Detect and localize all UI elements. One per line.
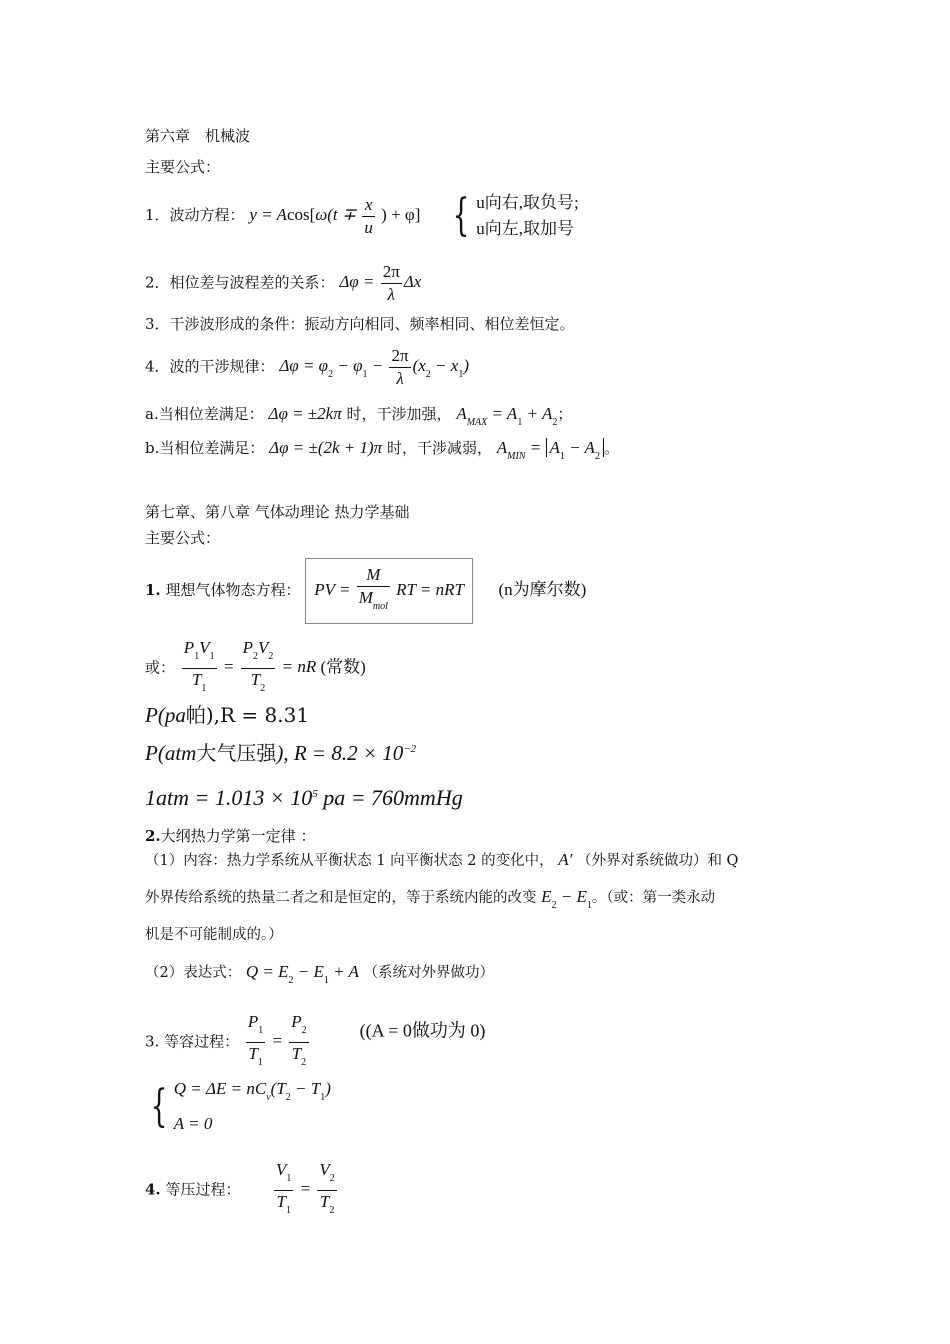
first-law-heading bbox=[145, 826, 315, 846]
isochoric-note: ((A = 0做功为 0) bbox=[359, 1020, 486, 1041]
pa-unit-text: 帕),R = 8.31 bbox=[185, 703, 310, 727]
isochoric-label: 3. 等容过程： bbox=[145, 1032, 240, 1051]
chapter78-main-formulas: 主要公式： bbox=[145, 529, 221, 547]
destructive-condition bbox=[145, 438, 619, 467]
first-law-formula: $Q = E_2 - E_1 + A$ bbox=[245, 962, 359, 986]
destructive-end: 。 bbox=[603, 439, 619, 457]
constructive-mid: 时，干涉加强， bbox=[346, 405, 452, 423]
wave-equation-line bbox=[145, 190, 579, 242]
constructive-formula: Δφ = ±2kπ bbox=[268, 404, 342, 423]
isobaric-label: 等压过程： bbox=[165, 1180, 241, 1199]
isochoric-note-text: 0做功为 0 bbox=[402, 1020, 480, 1041]
isobaric-number: 4. bbox=[145, 1180, 161, 1199]
phase-difference-line bbox=[145, 262, 421, 305]
isochoric-line bbox=[145, 1012, 485, 1073]
phase-difference-label: 2．相位差与波程差的关系： bbox=[145, 273, 335, 292]
wave-sign-cases bbox=[476, 190, 578, 242]
cases-brace-icon: { bbox=[453, 190, 470, 241]
interference-rule-label: 4．波的干涉规律： bbox=[145, 357, 275, 376]
constructive-end: ； bbox=[557, 405, 573, 423]
ideal-gas-ratio-formula: $\frac{P_1V_1}{T_1}$ = $\frac{P_2V_2}{T_2}$ = nR bbox=[180, 657, 321, 676]
first-law-expression-line bbox=[145, 962, 494, 991]
first-law-content-line2 bbox=[145, 887, 715, 916]
first-law-title: 大纲热力学第一定律 ： bbox=[160, 827, 316, 845]
constructive-label: a.当相位差满足： bbox=[145, 405, 264, 423]
content-part2a: 外界传给系统的热量二者之和是恒定的，等于系统内能的改变 bbox=[145, 890, 537, 906]
ideal-gas-alt-line bbox=[145, 638, 366, 699]
atm-unit-line: P(atm大气压强), $R = 8.2 \times 10^{-2}$ bbox=[145, 741, 417, 765]
first-law-content-line3: 机是不可能制成的。） bbox=[145, 927, 283, 943]
atm-word: 大气压强 bbox=[196, 741, 277, 765]
first-law-content-line1 bbox=[145, 850, 738, 871]
constructive-condition bbox=[145, 404, 572, 433]
ideal-gas-label: 理想气体物态方程： bbox=[165, 581, 301, 599]
atm-conversion-line: $1atm = 1.013 \times 10^5$ pa = 760mmHg bbox=[145, 785, 463, 810]
pa-unit-line: P(pa帕),R = 8.31 bbox=[145, 703, 310, 727]
isobaric-formula: $\frac{V_1}{T_1}$ = $\frac{V_2}{T_2}$ bbox=[272, 1179, 339, 1198]
phase-difference-formula: Δφ = $\frac{2\pi}{\lambda}$ Δx bbox=[339, 262, 422, 304]
destructive-formula: Δφ = ±(2k + 1)π bbox=[269, 438, 383, 457]
wave-equation-formula: y = Acos[ω(t ∓ $\frac{x}{u}$ ) + φ] bbox=[249, 194, 421, 237]
isochoric-cases-formulas: $Q = \Delta E = nC_v(T_2 - T_1)$ A = 0 bbox=[173, 1079, 331, 1133]
work-symbol: A′ bbox=[558, 850, 573, 869]
ideal-gas-number: 1. bbox=[145, 581, 161, 599]
cases-brace-icon: { bbox=[150, 1080, 168, 1132]
or-label: 或： bbox=[145, 658, 176, 677]
case-right: u向右,取负号; bbox=[476, 193, 579, 212]
destructive-mid: 时，干涉减弱， bbox=[386, 439, 492, 457]
max-amplitude-formula: $A_{MAX} = A_1 + A_2$ bbox=[456, 404, 558, 428]
content-part1a: （1）内容：热力学系统从平衡状态 1 向平衡状态 2 的变化中， bbox=[145, 853, 554, 869]
ideal-gas-note: (n为摩尔数) bbox=[498, 580, 587, 599]
chapter6-title: 第六章 机械波 bbox=[145, 127, 251, 145]
chapter6-main-formulas: 主要公式： bbox=[145, 158, 221, 176]
destructive-label: b.当相位差满足： bbox=[145, 439, 265, 457]
interference-rule-formula: $\Delta\varphi = \varphi_2 - \varphi_1$ − $\frac{2\pi}{\lambda}$ $(x_2 - x_1)$ bbox=[279, 346, 469, 388]
ideal-gas-formula-box: PV = $\frac{M}{M_{mol}}$ RT = nRT bbox=[305, 558, 473, 624]
chapter78-title: 第七章、第八章 气体动理论 热力学基础 bbox=[145, 503, 410, 521]
ideal-gas-line bbox=[145, 558, 586, 624]
energy-change-formula: $E_2 - E_1$ bbox=[541, 887, 592, 911]
min-amplitude-formula: $A_{MIN} = A_1 - A_2$ bbox=[497, 438, 604, 457]
interference-rule-line bbox=[145, 346, 469, 389]
wave-equation-label: 1．波动方程： bbox=[145, 206, 245, 224]
expression-label: （2）表达式： bbox=[145, 965, 242, 981]
isobaric-line bbox=[145, 1160, 339, 1221]
isochoric-cases bbox=[145, 1076, 331, 1137]
isochoric-formula: $\frac{P_1}{T_1}$ = $\frac{P_2}{T_2}$ bbox=[244, 1031, 315, 1050]
interference-condition: 3．干涉波形成的条件：振动方向相同、频率相同、相位差恒定。 bbox=[145, 315, 575, 333]
constant-note: (常数) bbox=[320, 657, 366, 677]
expression-note: （系统对外界做功） bbox=[363, 965, 495, 981]
content-part2b: 。（或：第一类永动 bbox=[591, 890, 716, 906]
first-law-number: 2. bbox=[145, 827, 161, 845]
case-left: u向左,取加号 bbox=[476, 219, 574, 238]
content-part1b: （外界对系统做功）和 Q bbox=[576, 853, 739, 869]
